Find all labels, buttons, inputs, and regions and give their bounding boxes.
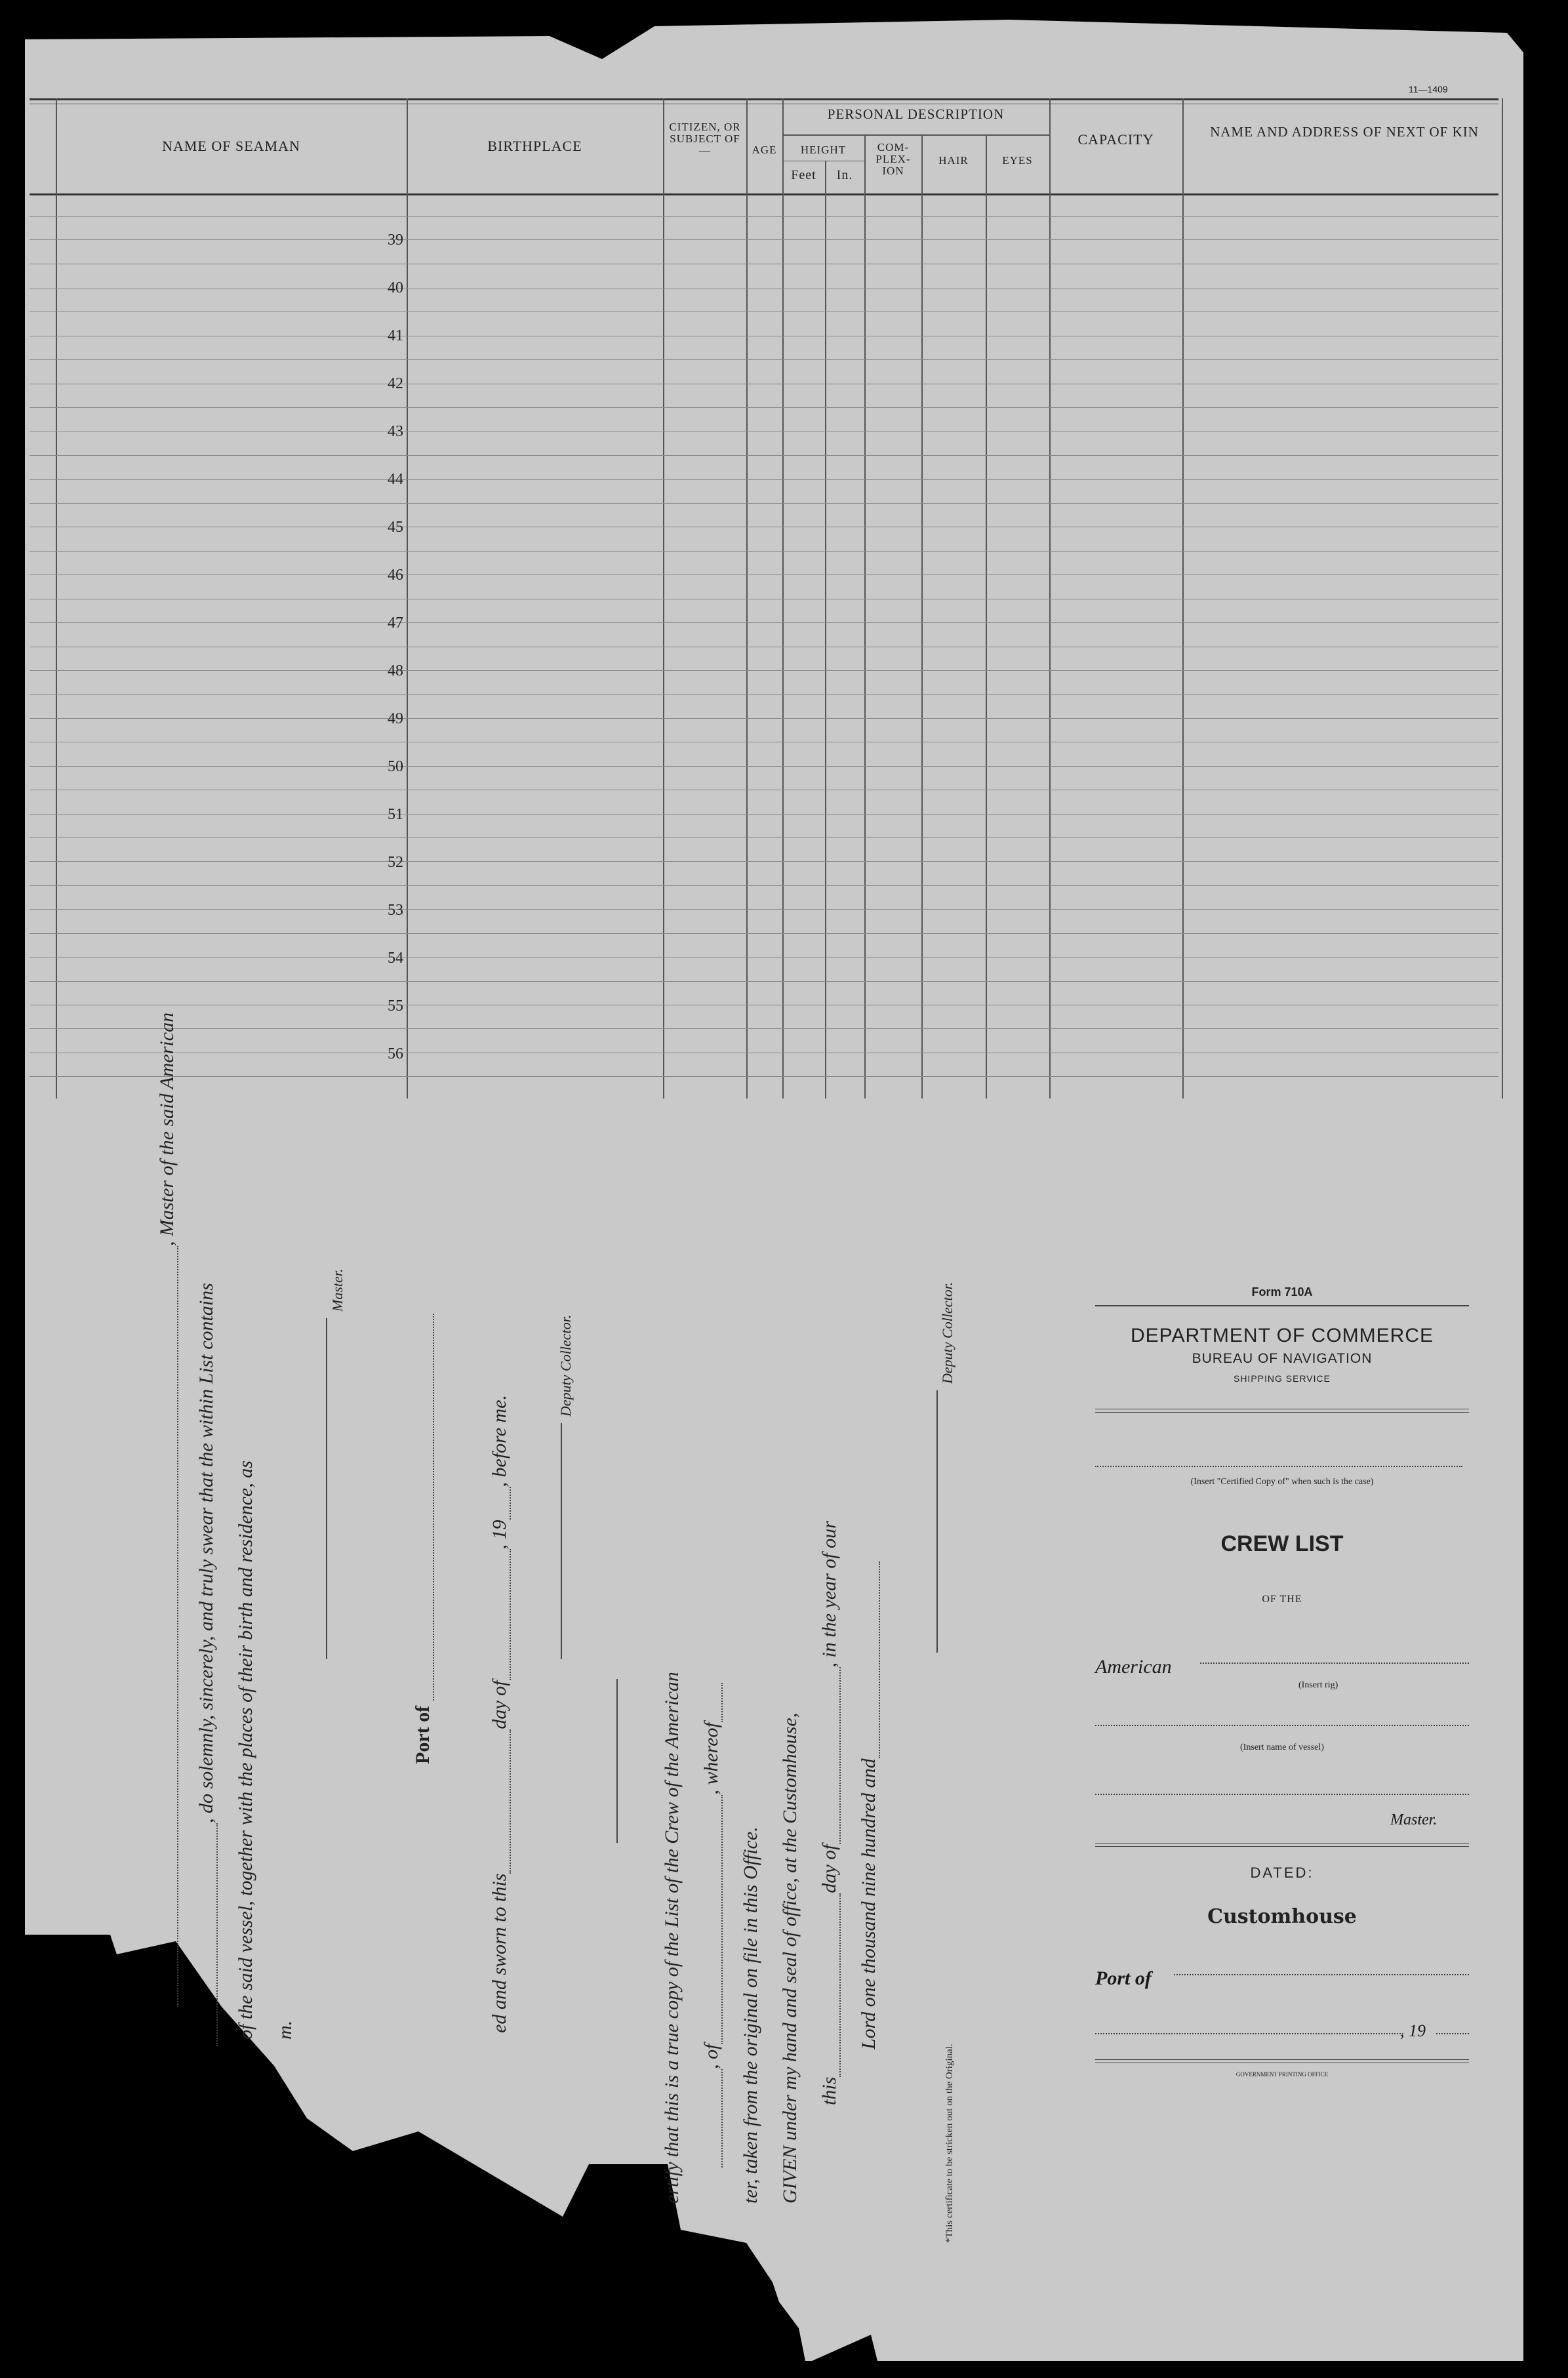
oath-line-2: , do solemnly, sincerely, and truly swear that the within List contains xyxy=(195,1283,218,2046)
row-number: 51 xyxy=(388,806,403,823)
table-header-bottom xyxy=(30,193,1498,195)
col-line xyxy=(1502,98,1503,1098)
col-line xyxy=(864,134,866,1098)
header-name-of-seaman: NAME OF SEAMAN xyxy=(162,138,300,154)
cert-line-6: Lord one thousand nine hundred and xyxy=(858,1562,880,2049)
table-top-border xyxy=(30,98,1498,100)
row-number: 41 xyxy=(388,327,403,344)
rig-line xyxy=(1200,1663,1469,1664)
header-next-of-kin: NAME AND ADDRESS OF NEXT OF KIN xyxy=(1210,124,1479,140)
cover-rule xyxy=(1095,2059,1469,2060)
year-line xyxy=(1436,2033,1469,2034)
row-number: 56 xyxy=(388,1045,403,1062)
certified-copy-line xyxy=(1095,1466,1462,1467)
row-number: 47 xyxy=(388,615,403,632)
oath-line-3: of the said vessel, together with the places of their birth and residence, as xyxy=(235,1461,256,2040)
printer-imprint: GOVERNMENT PRINTING OFFICE xyxy=(1236,2071,1329,2078)
deputy-collector-1: Deputy Collector. xyxy=(557,1314,574,1417)
pd-underline xyxy=(782,134,1049,136)
of-the-label: OF THE xyxy=(1262,1594,1302,1605)
deputy-line-2 xyxy=(936,1390,938,1653)
certificate-footnote: *This certificate to be stricken out on the Original. xyxy=(944,2044,955,2243)
customhouse-label: Customhouse xyxy=(1207,1905,1357,1928)
form-number: Form 710A xyxy=(1251,1285,1313,1299)
oath-line-1: , Master of the said American xyxy=(156,1013,178,2007)
cert-line-3: ter, taken from the original on file in this Office. xyxy=(740,1826,761,2204)
row-number: 39 xyxy=(388,232,403,249)
header-eyes: EYES xyxy=(1002,154,1033,167)
header-capacity: CAPACITY xyxy=(1077,131,1154,148)
date-line xyxy=(1095,2033,1403,2034)
bureau-title: BUREAU OF NAVIGATION xyxy=(1192,1351,1373,1366)
master-signature-label: Master. xyxy=(329,1268,346,1312)
cover-rule xyxy=(1095,1846,1469,1847)
row-number: 42 xyxy=(388,375,403,392)
col-line xyxy=(986,134,987,1098)
row-number: 48 xyxy=(388,662,403,679)
form-code: 11—1409 xyxy=(1409,84,1448,94)
row-number: 54 xyxy=(388,950,403,967)
cover-master-label: Master. xyxy=(1390,1811,1437,1828)
divider-mark xyxy=(616,1679,618,1843)
row-number: 50 xyxy=(388,758,403,775)
cert-line-1: ertify that this is a true copy of the List of the Crew of the American xyxy=(661,1672,683,2204)
row-number: 45 xyxy=(388,519,403,536)
master-line xyxy=(1095,1794,1469,1795)
header-height: HEIGHT xyxy=(800,144,847,156)
header-birthplace: BIRTHPLACE xyxy=(487,138,582,154)
american-label: American xyxy=(1095,1656,1172,1678)
department-title: DEPARTMENT OF COMMERCE xyxy=(1130,1325,1434,1346)
cover-rule xyxy=(1095,1412,1469,1413)
port-of-label: Port of xyxy=(412,1314,434,1764)
row-number: 46 xyxy=(388,567,403,584)
header-age: AGE xyxy=(752,144,777,156)
deputy-line-1 xyxy=(561,1423,562,1659)
col-line xyxy=(921,134,923,1098)
row-number: 44 xyxy=(388,471,403,488)
row-number: 52 xyxy=(388,854,403,871)
cert-line-4: GIVEN under my hand and seal of office, at the Customhouse, xyxy=(779,1712,801,2204)
cover-port-of-label: Port of xyxy=(1095,1967,1152,1989)
row-number: 55 xyxy=(388,998,403,1015)
certified-copy-note: (Insert "Certified Copy of" when such is the case) xyxy=(1190,1477,1374,1487)
header-feet: Feet xyxy=(791,168,816,182)
row-number: 53 xyxy=(388,902,403,919)
cover-rule xyxy=(1095,1305,1469,1306)
vessel-name-line xyxy=(1095,1725,1469,1726)
cover-rule xyxy=(1095,1843,1469,1844)
row-number: 43 xyxy=(388,423,403,440)
cert-line-2: , of, whereof xyxy=(700,1683,723,2167)
insert-rig-note: (Insert rig) xyxy=(1298,1680,1338,1690)
dated-label: DATED: xyxy=(1250,1864,1314,1881)
service-title: SHIPPING SERVICE xyxy=(1233,1373,1331,1384)
header-personal-description: PERSONAL DESCRIPTION xyxy=(827,106,1005,122)
header-citizen: CITIZEN, OR SUBJECT OF— xyxy=(669,121,741,157)
col-line xyxy=(825,161,826,1098)
header-complexion: COM-PLEX-ION xyxy=(875,141,911,177)
row-number: 40 xyxy=(388,279,403,296)
insert-name-note: (Insert name of vessel) xyxy=(1240,1743,1324,1752)
master-signature-line xyxy=(326,1318,327,1659)
sworn-line: ed and sworn to thisday of, 19, before me. xyxy=(489,1394,510,2033)
crew-list-title: CREW LIST xyxy=(1220,1531,1344,1556)
oath-line-4: m. xyxy=(274,2020,296,2040)
header-inches: In. xyxy=(836,168,853,182)
port-line xyxy=(1174,1974,1469,1975)
header-hair: HAIR xyxy=(938,154,969,167)
deputy-collector-2: Deputy Collector. xyxy=(939,1281,955,1384)
cert-line-5: thisday of, in the year of our xyxy=(818,1521,840,2105)
year-label: , 19 xyxy=(1400,2021,1426,2040)
row-number: 49 xyxy=(388,710,403,727)
